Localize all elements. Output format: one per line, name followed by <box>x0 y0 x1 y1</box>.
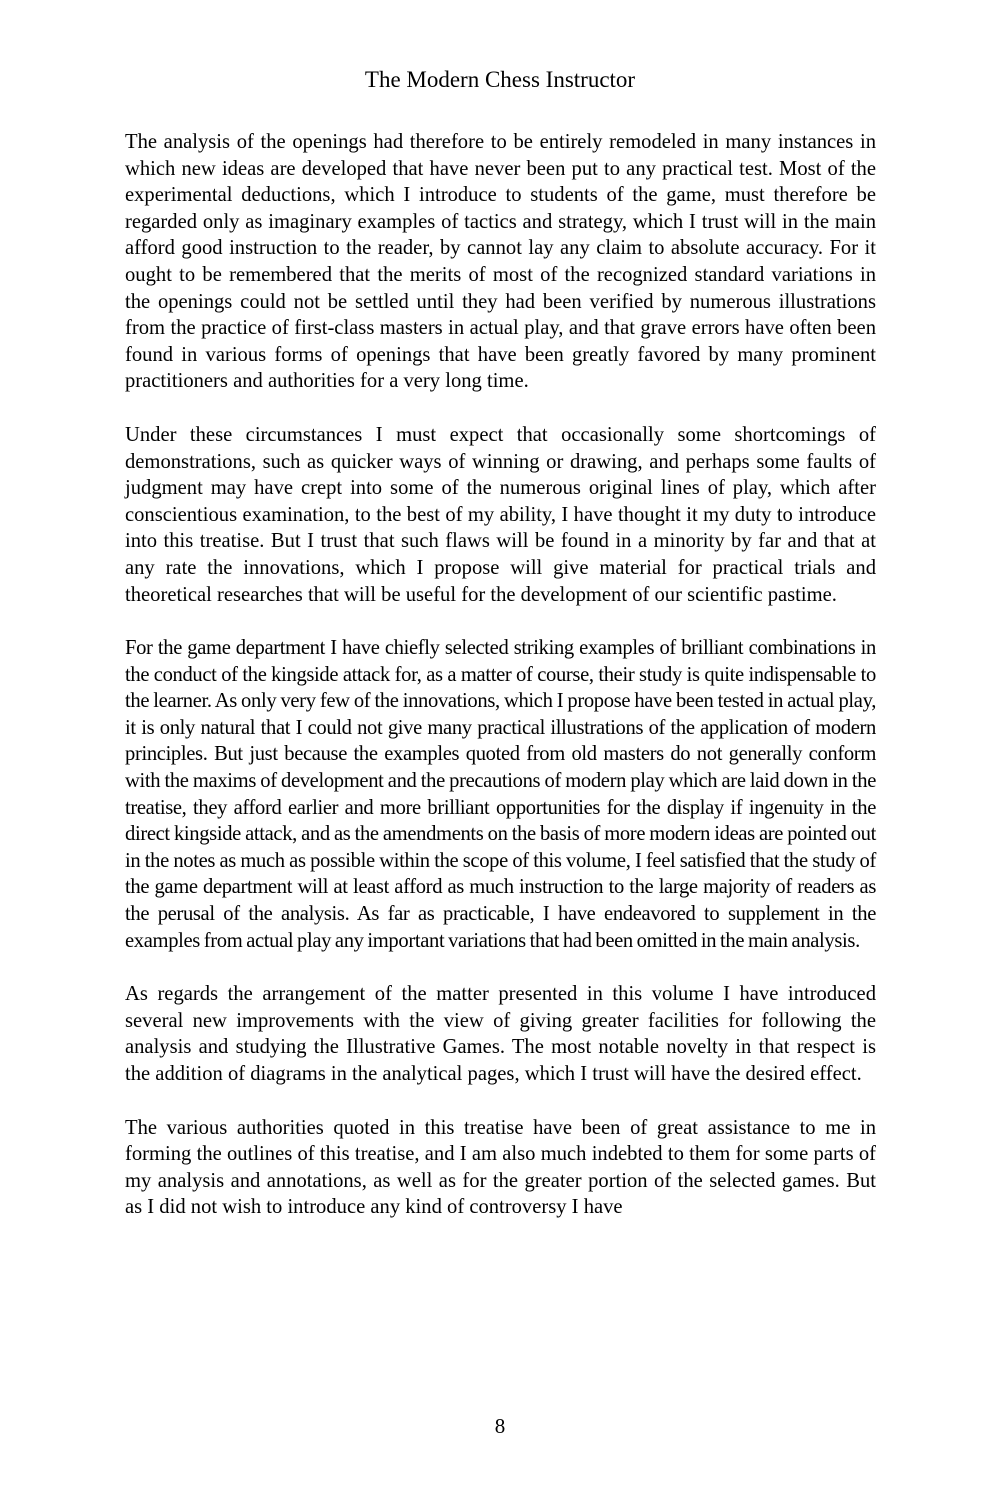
paragraph-arrangement: As regards the arrangement of the matter presented in this volume I have introduced several new improvements with the view of giving greater facilities for following the analysis and studying the Illustrative Games. The most notable novelty in that respect is the addition of diagrams in the analytical pages, which I trust will have the desired effect. <box>125 983 876 1085</box>
page-number: 8 <box>494 1414 506 1438</box>
paragraph-shortcomings: Under these circumstances I must expect that occasionally some shortcomings of demonstrations, such as quicker ways of winning or drawing, and perhaps some faults of judgment may have crept into some of the numerous original lines of play, which after conscientious examination, to the best of my ability, I have thought it my duty to introduce into this treatise. But I trust that such flaws will be found in a minority by far and that at any rate the innovations, which I propose will give material for practical trials and theoretical researches that will be useful for the development of our scientific pastime. <box>125 423 876 606</box>
running-head: The Modern Chess Instructor <box>364 67 636 92</box>
paragraph-openings-remodeled: The analysis of the openings had therefore to be entirely remodeled in many instances in which new ideas are developed that have never been put to any practical test. Most of the experimental deductions, which I introduce to students of the game, must therefore be regarded only as imaginary examples of tactics and strategy, which I trust will in the main afford good instruction to the reader, by cannot lay any claim to absolute accuracy. For it ought to be remembered that the merits of most of the recognized standard variations in the openings could not be settled until they had been verified by numerous illustrations from the practice of first-class masters in actual play, and that grave errors have often been found in various forms of openings that have been greatly favored by many prominent practitioners and authorities for a very long time. <box>125 131 876 393</box>
paragraph-game-department: For the game department I have chiefly selected striking examples of brilliant combinations in the conduct of the kingside attack for, as a matter of course, their study is quite indispensable to the learner. As only very few of the innovations, which I propose have been tested in actual play, it is only natural that I could not give many practical illustrations of the application of modern principles. But just because the examples quoted from old masters do not generally conform with the maxims of development and the precautions of modern play which are laid down in the treatise, they afford earlier and more brilliant opportunities for the display if ingenuity in the direct kingside attack, and as the amendments on the basis of more modern ideas are pointed out in the notes as much as possible within the scope of this volume, I feel satisfied that the study of the game department will at least afford as much instruction to the large majority of readers as the perusal of the analysis. As far as practicable, I have endeavored to supplement in the examples from actual play any important variations that had been omitted in the main analysis. <box>125 637 876 952</box>
body-text <box>125 129 876 1248</box>
paragraph-authorities: The various authorities quoted in this treatise have been of great assistance to me in forming the outlines of this treatise, and I am also much indebted to them for some parts of my analysis and annotations, as well as for the greater portion of the selected games. But as I did not wish to introduce any kind of controversy I have <box>125 1116 876 1219</box>
